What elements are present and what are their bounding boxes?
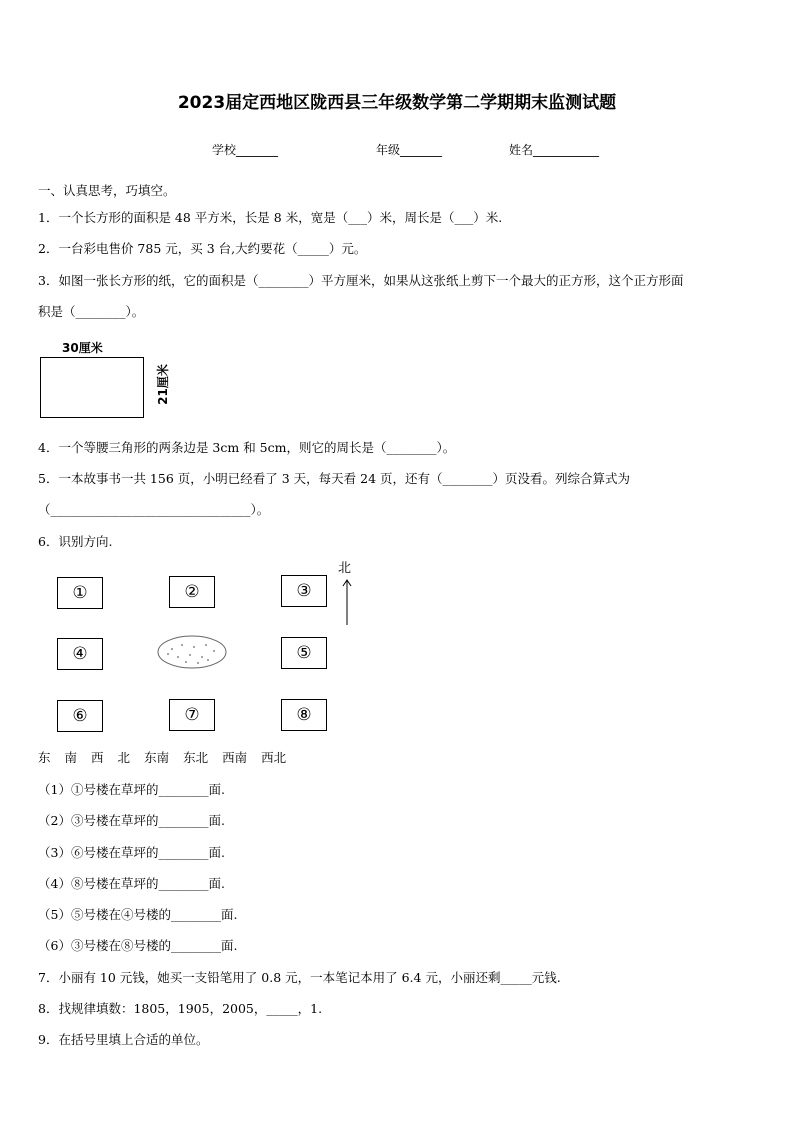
q6-item: （5）⑤号楼在④号楼的________面. (38, 907, 238, 922)
question-2: 2．一台彩电售价 785 元，买 3 台,大约要花（_____）元。 (38, 241, 367, 256)
q6-item: （2）③号楼在草坪的________面. (38, 813, 225, 828)
building-2: ② (169, 576, 215, 608)
grade-field: 年级_______ (376, 143, 443, 157)
section-heading: 一、认真思考，巧填空。 (38, 183, 176, 198)
question-4: 4．一个等腰三角形的两条边是 3cm 和 5cm，则它的周长是（________）。 (38, 440, 456, 455)
building-8: ⑧ (281, 699, 327, 731)
q6-item: （4）⑧号楼在草坪的________面. (38, 876, 225, 891)
direction-word: 西 (91, 750, 104, 765)
building-7: ⑦ (169, 699, 215, 731)
question-5-line1: 5．一本故事书一共 156 页，小明已经看了 3 天，每天看 24 页，还有（________）页没看。列综合算式为 (38, 471, 631, 486)
question-6: 6．识别方向. (38, 534, 113, 549)
direction-word: 东 (38, 750, 51, 765)
q6-item: （3）⑥号楼在草坪的________面. (38, 845, 225, 860)
question-9: 9．在括号里填上合适的单位。 (38, 1032, 209, 1047)
question-3-line2: 积是（________）。 (38, 304, 145, 319)
building-5: ⑤ (281, 637, 327, 669)
q6-item: （1）①号楼在草坪的________面. (38, 782, 225, 797)
direction-word: 东北 (183, 750, 209, 765)
north-arrow-icon (340, 577, 354, 627)
direction-word: 西北 (261, 750, 287, 765)
figure-length-label: 30厘米 (62, 341, 103, 355)
q6-item: （6）③号楼在⑧号楼的________面. (38, 938, 238, 953)
question-7: 7．小丽有 10 元钱，她买一支铅笔用了 0.8 元，一本笔记本用了 6.4 元，小丽还剩_____元钱. (38, 970, 561, 985)
figure-width-label: 21厘米 (155, 364, 170, 405)
direction-word: 南 (64, 750, 78, 765)
page-title: 2023届定西地区陇西县三年级数学第二学期期末监测试题 (177, 93, 617, 113)
question-8: 8．找规律填数：1805，1905，2005，_____，1. (38, 1001, 323, 1016)
lawn-icon (156, 633, 228, 671)
building-1: ① (57, 577, 103, 609)
question-1: 1．一个长方形的面积是 48 平方米，长是 8 米，宽是（___）米，周长是（___）米. (38, 210, 503, 225)
school-field: 学校_______ (212, 143, 279, 157)
building-3: ③ (281, 575, 327, 607)
direction-options (38, 748, 300, 766)
name-field: 姓名___________ (509, 143, 600, 157)
building-4: ④ (57, 638, 103, 670)
direction-word: 西南 (222, 750, 248, 765)
direction-word: 东南 (144, 750, 170, 765)
rectangle-figure (40, 357, 144, 418)
building-6: ⑥ (57, 700, 103, 732)
question-5-line2: （________________________________）。 (38, 502, 270, 517)
question-3-line1: 3．如图一张长方形的纸，它的面积是（________）平方厘米，如果从这张纸上剪下一个最大的正方形，这个正方形面 (38, 273, 684, 288)
direction-word: 北 (117, 750, 131, 765)
north-label: 北 (338, 561, 352, 576)
